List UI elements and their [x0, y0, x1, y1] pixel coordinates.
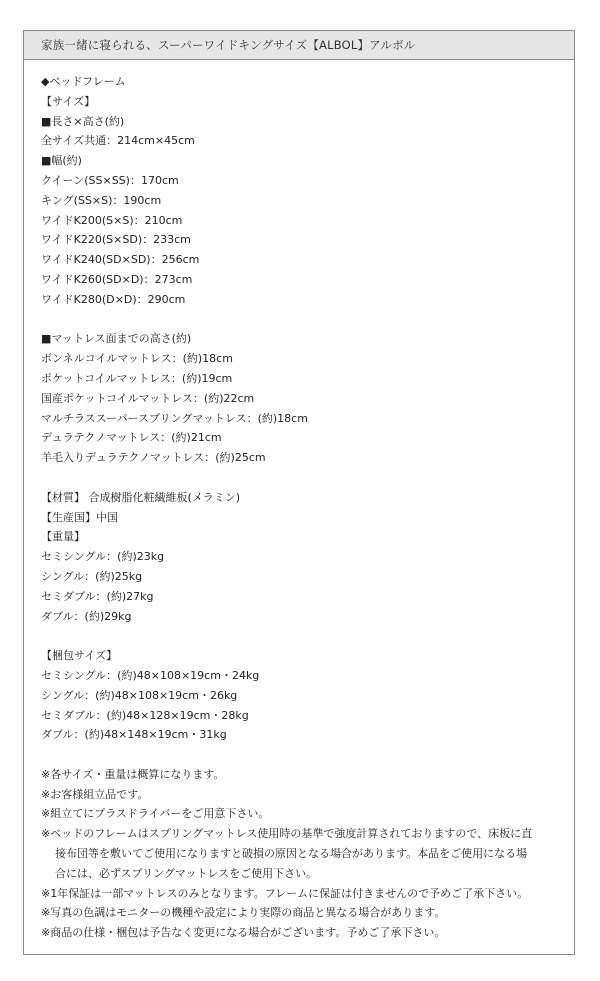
width-item: ワイドK260(SD×D)：273cm [41, 272, 193, 286]
frame-heading: ◆ベッドフレーム [41, 75, 126, 88]
weight-item: セミダブル：(約)27kg [41, 589, 154, 603]
mattress-height-label: ■マットレス面までの高さ(約) [41, 332, 192, 346]
spacer [41, 468, 574, 488]
note-line: 接布団等を敷いてご使用になりますと破損の原因となる場合があります。本品をご使用になる場 [55, 847, 528, 861]
width-item: ワイドK220(S×SD)：233cm [41, 233, 191, 247]
package-item: セミダブル：(約)48×128×19cm・28kg [41, 708, 249, 722]
package-item: ダブル：(約)48×148×19cm・31kg [41, 728, 227, 742]
note-item: ※各サイズ・重量は概算になります。 [41, 767, 225, 781]
weight-item: ダブル：(約)29kg [41, 609, 132, 623]
package-item: シングル：(約)48×108×19cm・26kg [41, 688, 238, 702]
width-item: ワイドK200(S×S)：210cm [41, 213, 183, 227]
mattress-height-item: 羊毛入りデュラテクノマットレス：(約)25cm [41, 451, 266, 465]
spacer [41, 745, 574, 765]
panel-title: 家族一緒に寝られる、スーパーワイドキングサイズ【ALBOL】アルボル [41, 38, 416, 52]
spacer [41, 626, 574, 646]
mattress-height-item: ポケットコイルマットレス：(約)19cm [41, 371, 233, 385]
weight-label: 【重量】 [41, 530, 85, 544]
package-label: 【梱包サイズ】 [41, 649, 118, 663]
origin-line: 【生産国】中国 [41, 510, 118, 524]
width-item: キング(SS×S)：190cm [41, 193, 162, 207]
spacer [41, 310, 574, 330]
width-label: ■幅(約) [41, 154, 82, 168]
note-item: ※組立てにプラスドライバーをご用意下さい。 [41, 807, 270, 821]
spec-content [24, 60, 574, 943]
length-height-value: 全サイズ共通：214cm×45cm [41, 134, 195, 148]
note-item: ※写真の色調はモニターの機種や設定により実際の商品と異なる場合があります。 [41, 906, 446, 920]
mattress-height-item: マルチラススーパースプリングマットレス：(約)18cm [41, 411, 308, 425]
weight-item: セミシングル：(約)23kg [41, 550, 165, 564]
note-item: ※お客様組立品です。 [41, 787, 149, 801]
mattress-height-item: 国産ポケットコイルマットレス：(約)22cm [41, 391, 255, 405]
size-label: 【サイズ】 [41, 94, 96, 108]
mattress-height-item: ボンネルコイルマットレス：(約)18cm [41, 352, 233, 366]
length-height-label: ■長さ×高さ(約) [41, 114, 125, 128]
width-item: ワイドK280(D×D)：290cm [41, 292, 186, 306]
note-line: 合には、必ずスプリングマットレスをご使用下さい。 [55, 866, 318, 880]
note-item-multiline [41, 824, 574, 883]
panel-header [24, 31, 574, 60]
spec-panel [23, 30, 575, 955]
mattress-height-item: デュラテクノマットレス：(約)21cm [41, 431, 222, 445]
package-item: セミシングル：(約)48×108×19cm・24kg [41, 668, 260, 682]
weight-item: シングル：(約)25kg [41, 569, 143, 583]
width-item: ワイドK240(SD×SD)：256cm [41, 253, 200, 267]
note-item: ※商品の仕様・梱包は予告なく変更になる場合がございます。予めご了承下さい。 [41, 926, 446, 940]
note-item: ※1年保証は一部マットレスのみとなります。フレームに保証は付きませんので予めご了承下さい。 [41, 886, 529, 900]
width-item: クイーン(SS×SS)：170cm [41, 173, 179, 187]
material-line: 【材質】 合成樹脂化粧繊維板(メラミン) [41, 490, 241, 504]
note-line: ※ベッドのフレームはスプリングマットレス使用時の基準で強度計算されておりますので、床板に直 [41, 827, 533, 841]
